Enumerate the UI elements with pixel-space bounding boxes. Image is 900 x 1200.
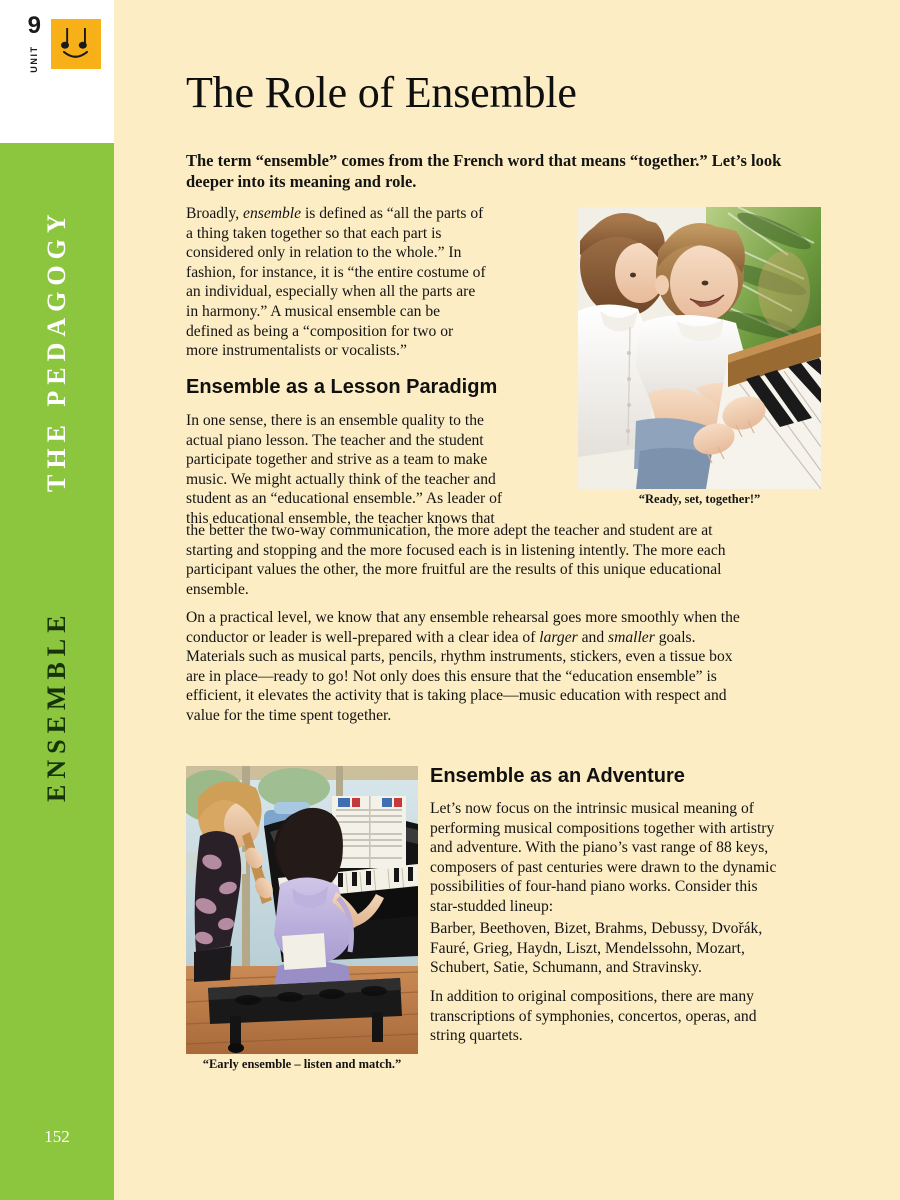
practical-a: On a practical level, we know that any ensemble rehearsal goes more smoothly when the conductor or leader is well-prepared with a clear idea of xyxy=(186,609,740,646)
figure-early-ensemble xyxy=(186,766,418,1054)
smiley-music-note-icon xyxy=(51,19,101,69)
broadly-pre: Broadly, xyxy=(186,205,244,222)
practical-emphasis-larger: larger xyxy=(539,628,578,646)
section-heading-lesson-paradigm: Ensemble as a Lesson Paradigm xyxy=(186,376,498,398)
practical-c: goals. Materials such as musical parts, pencils, rhythm instruments, stickers, even a tissue box are in place—ready to go! Not only does this ensure that the “education ensemble” is efficient, it elevates the activity that is taking place—music education with respect and value for the time spent together. xyxy=(186,628,733,724)
figure-caption-ready: “Ready, set, together!” xyxy=(638,492,761,506)
broadly-post: is defined as “all the parts of a thing taken together so that each part is considered only in relation to the whole.” In fashion, for instance, it is “the entire costume of an individual, especially when all the parts are in harmony.” A musical ensemble can be defined as being a “composition for two or more instrumentalists or vocalists.” xyxy=(186,205,486,360)
rail-label-pedagogy xyxy=(42,378,72,492)
paragraph-lets-now-focus: Let’s now focus on the intrinsic musical meaning of performing musical compositions together with artistry and adventure. With the piano’s vast range of 88 keys, composers of past centuries were drawn to the dynamic possibilities of four-hand piano works. Consider this star-studded lineup: xyxy=(430,800,777,915)
broadly-emphasis: ensemble xyxy=(243,205,302,222)
page-title: The Role of Ensemble xyxy=(186,68,577,117)
unit-word: UNIT xyxy=(29,45,39,73)
paragraph-one-sense: In one sense, there is an ensemble quality to the actual piano lesson. The teacher and the student participate together and strive as a team to make music. We might actually think of the teacher and student as an “educational ensemble.” As leader of this educational ensemble, the teacher knows that xyxy=(186,412,503,527)
figure-caption-early: “Early ensemble – listen and match.” xyxy=(202,1057,402,1071)
lede-paragraph: The term “ensemble” comes from the French word that means “together.” Let’s look deeper into its meaning and role. xyxy=(186,151,782,191)
page-number: 152 xyxy=(44,1127,70,1146)
unit-label-stack xyxy=(21,12,47,80)
figure-ready-set-together xyxy=(578,207,821,489)
paragraph-practical-level xyxy=(186,608,746,726)
content-column xyxy=(186,0,820,1200)
rail-label-ensemble: ENSEMBLE xyxy=(42,609,71,802)
unit-badge xyxy=(21,12,99,80)
section-heading-adventure: Ensemble as an Adventure xyxy=(430,765,685,787)
practical-b: and xyxy=(577,628,609,646)
paragraph-broadly xyxy=(186,204,486,361)
practical-emphasis-smaller: smaller xyxy=(608,628,655,646)
unit-number: 9 xyxy=(27,12,41,39)
left-rail xyxy=(0,0,114,1200)
paragraph-composer-list: Barber, Beethoven, Bizet, Brahms, Debussy, Dvořák, Fauré, Grieg, Haydn, Liszt, Mendelssohn, Mozart, Schubert, Satie, Schumann, and Stravinsky. xyxy=(430,920,763,977)
paragraph-transcriptions: In addition to original compositions, there are many transcriptions of symphonies, concertos, operas, and string quartets. xyxy=(430,988,757,1045)
paragraph-better-communication: the better the two-way communication, the more adept the teacher and student are at starting and stopping and the more focused each is in listening intently. The more each participant values the other, the more fruitful are the results of this unique educational ensemble. xyxy=(186,522,726,598)
